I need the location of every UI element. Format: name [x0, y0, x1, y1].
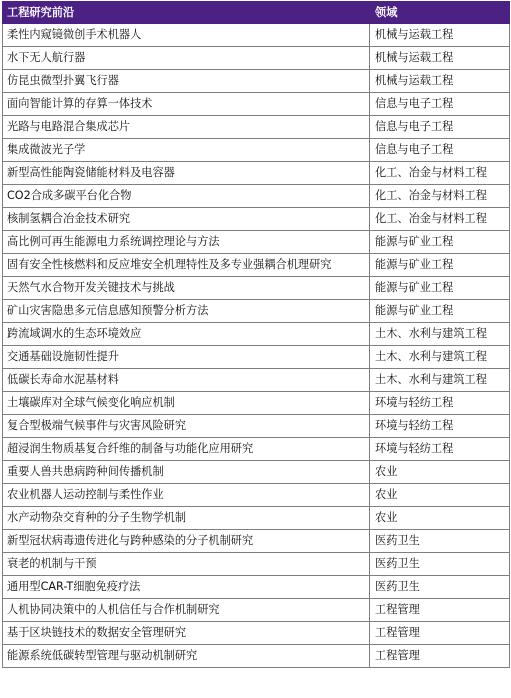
table-row [3, 116, 510, 139]
table-row [3, 415, 510, 438]
header-frontier: 工程研究前沿 [3, 2, 370, 24]
table-row [3, 208, 510, 231]
table-row [3, 162, 510, 185]
field-cell: 机械与运载工程 [370, 47, 510, 70]
field-cell: 工程管理 [370, 599, 510, 622]
frontier-cell: 农业机器人运动控制与柔性作业 [3, 484, 370, 507]
table-row [3, 47, 510, 70]
table-row [3, 231, 510, 254]
field-cell: 机械与运载工程 [370, 24, 510, 47]
frontier-cell: 通用型CAR-T细胞免疫疗法 [3, 576, 370, 599]
table-row [3, 530, 510, 553]
table-row [3, 392, 510, 415]
frontier-cell: 天然气水合物开发关键技术与挑战 [3, 277, 370, 300]
frontier-cell: 能源系统低碳转型管理与驱动机制研究 [3, 645, 370, 668]
table-header [3, 2, 510, 24]
header-row [3, 2, 510, 24]
field-cell: 医药卫生 [370, 576, 510, 599]
frontier-cell: 仿昆虫微型扑翼飞行器 [3, 70, 370, 93]
table-row [3, 576, 510, 599]
table-row [3, 254, 510, 277]
frontier-cell: 跨流域调水的生态环境效应 [3, 323, 370, 346]
frontier-cell: 核制氢耦合冶金技术研究 [3, 208, 370, 231]
table-row [3, 507, 510, 530]
field-cell: 环境与轻纺工程 [370, 392, 510, 415]
frontiers-table-container [2, 1, 509, 668]
field-cell: 农业 [370, 484, 510, 507]
field-cell: 土木、水利与建筑工程 [370, 346, 510, 369]
field-cell: 农业 [370, 461, 510, 484]
field-cell: 土木、水利与建筑工程 [370, 323, 510, 346]
frontier-cell: 新型冠状病毒遗传进化与跨种感染的分子机制研究 [3, 530, 370, 553]
table-row [3, 622, 510, 645]
frontier-cell: CO2合成多碳平台化合物 [3, 185, 370, 208]
table-row [3, 438, 510, 461]
frontier-cell: 固有安全性核燃料和反应堆安全机理特性及多专业强耦合机理研究 [3, 254, 370, 277]
frontier-cell: 柔性内窥镜微创手术机器人 [3, 24, 370, 47]
table-row [3, 346, 510, 369]
table-row [3, 70, 510, 93]
table-row [3, 93, 510, 116]
frontier-cell: 衰老的机制与干预 [3, 553, 370, 576]
field-cell: 信息与电子工程 [370, 116, 510, 139]
table-row [3, 645, 510, 668]
field-cell: 工程管理 [370, 622, 510, 645]
field-cell: 能源与矿业工程 [370, 300, 510, 323]
table-row [3, 24, 510, 47]
table-row [3, 300, 510, 323]
field-cell: 化工、冶金与材料工程 [370, 208, 510, 231]
field-cell: 环境与轻纺工程 [370, 415, 510, 438]
table-row [3, 553, 510, 576]
field-cell: 农业 [370, 507, 510, 530]
field-cell: 工程管理 [370, 645, 510, 668]
frontier-cell: 高比例可再生能源电力系统调控理论与方法 [3, 231, 370, 254]
table-row [3, 599, 510, 622]
frontier-cell: 低碳长寿命水泥基材料 [3, 369, 370, 392]
frontier-cell: 重要人兽共患病跨种间传播机制 [3, 461, 370, 484]
frontier-cell: 基于区块链技术的数据安全管理研究 [3, 622, 370, 645]
table-row [3, 323, 510, 346]
field-cell: 化工、冶金与材料工程 [370, 185, 510, 208]
table-body [3, 24, 510, 668]
field-cell: 化工、冶金与材料工程 [370, 162, 510, 185]
field-cell: 环境与轻纺工程 [370, 438, 510, 461]
frontiers-table [2, 1, 510, 668]
frontier-cell: 水产动物杂交育种的分子生物学机制 [3, 507, 370, 530]
table-row [3, 484, 510, 507]
field-cell: 医药卫生 [370, 553, 510, 576]
table-row [3, 139, 510, 162]
field-cell: 能源与矿业工程 [370, 277, 510, 300]
table-row [3, 277, 510, 300]
table-row [3, 461, 510, 484]
frontier-cell: 新型高性能陶瓷储能材料及电容器 [3, 162, 370, 185]
header-field: 领域 [370, 2, 510, 24]
frontier-cell: 复合型极端气候事件与灾害风险研究 [3, 415, 370, 438]
field-cell: 机械与运载工程 [370, 70, 510, 93]
frontier-cell: 超浸润生物质基复合纤维的制备与功能化应用研究 [3, 438, 370, 461]
table-row [3, 369, 510, 392]
field-cell: 医药卫生 [370, 530, 510, 553]
frontier-cell: 水下无人航行器 [3, 47, 370, 70]
field-cell: 信息与电子工程 [370, 139, 510, 162]
frontier-cell: 矿山灾害隐患多元信息感知预警分析方法 [3, 300, 370, 323]
field-cell: 能源与矿业工程 [370, 231, 510, 254]
frontier-cell: 集成微波光子学 [3, 139, 370, 162]
table-row [3, 185, 510, 208]
frontier-cell: 人机协同决策中的人机信任与合作机制研究 [3, 599, 370, 622]
frontier-cell: 交通基础设施韧性提升 [3, 346, 370, 369]
field-cell: 信息与电子工程 [370, 93, 510, 116]
frontier-cell: 土壤碳库对全球气候变化响应机制 [3, 392, 370, 415]
frontier-cell: 面向智能计算的存算一体技术 [3, 93, 370, 116]
frontier-cell: 光路与电路混合集成芯片 [3, 116, 370, 139]
field-cell: 能源与矿业工程 [370, 254, 510, 277]
field-cell: 土木、水利与建筑工程 [370, 369, 510, 392]
